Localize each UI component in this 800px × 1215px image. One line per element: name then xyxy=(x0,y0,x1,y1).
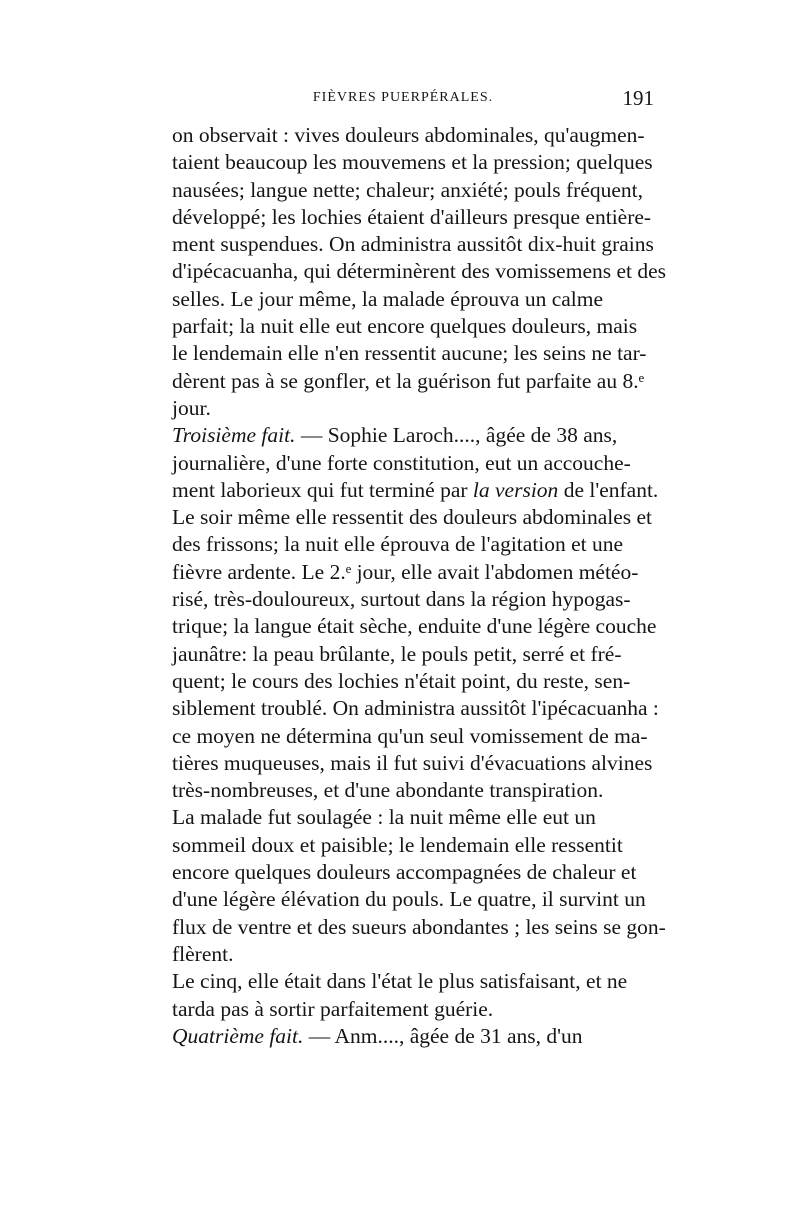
text-line: fièvre ardente. Le 2.ᵉ jour, elle avait l'abdomen météo- xyxy=(172,559,639,584)
body-text xyxy=(172,122,667,1050)
text-line: ce moyen ne détermina qu'un seul vomissement de ma- xyxy=(172,723,648,748)
text-line: d'ipécacuanha, qui déterminèrent des vomissemens et des xyxy=(172,259,667,284)
text-line: La malade fut soulagée : la nuit même elle eut un xyxy=(172,805,596,830)
text-line: le lendemain elle n'en ressentit aucune; les seins ne tar- xyxy=(172,341,647,366)
text-line: Le soir même elle ressentit des douleurs abdominales et xyxy=(172,505,653,530)
text-line: des frissons; la nuit elle éprouva de l'agitation et une xyxy=(172,532,624,557)
running-title: FIÈVRES PUERPÉRALES. xyxy=(312,90,494,105)
text-line: très-nombreuses, et d'une abondante transpiration. xyxy=(172,778,604,803)
text-line: Quatrième fait. — Anm...., âgée de 31 ans, d'un xyxy=(172,1023,654,1050)
text-line: tières muqueuses, mais il fut suivi d'évacuations alvines xyxy=(172,750,653,775)
text-line: flux de ventre et des sueurs abondantes ; les seins se gon- xyxy=(172,914,666,939)
text-line: Le cinq, elle était dans l'état le plus satisfaisant, et ne xyxy=(172,969,628,994)
case-heading: Quatrième fait. xyxy=(172,1023,304,1048)
text-line: jour. xyxy=(172,395,211,420)
text-line: encore quelques douleurs accompagnées de chaleur et xyxy=(172,860,637,885)
text-line: journalière, d'une forte constitution, eut un accouche- xyxy=(172,450,631,475)
text-line: sommeil doux et paisible; le lendemain elle ressentit xyxy=(172,832,623,857)
page-number: 191 xyxy=(622,86,654,110)
text-line: Troisième fait. — Sophie Laroch...., âgée de 38 ans, xyxy=(172,422,654,449)
emphasis-text: la version xyxy=(472,477,559,502)
text-line: tarda pas à sortir parfaitement guérie. xyxy=(172,996,494,1021)
text-line: siblement troublé. On administra aussitôt l'ipécacuanha : xyxy=(172,696,659,721)
text-line: parfait; la nuit elle eut encore quelques douleurs, mais xyxy=(172,314,638,339)
text-line: quent; le cours des lochies n'était point, du reste, sen- xyxy=(172,668,631,693)
text-line: développé; les lochies étaient d'ailleurs presque entière- xyxy=(172,204,652,229)
text-line: dèrent pas à se gonfler, et la guérison fut parfaite au 8.ᵉ xyxy=(172,368,645,393)
text-line: ment laborieux qui fut terminé par la version de l'enfant. xyxy=(172,477,654,504)
text-line: on observait : vives douleurs abdominales, qu'augmen- xyxy=(172,123,645,147)
text-line: taient beaucoup les mouvemens et la pression; quelques xyxy=(172,150,653,175)
text-line: jaunâtre: la peau brûlante, le pouls petit, serré et fré- xyxy=(172,641,622,666)
page-header xyxy=(148,86,658,116)
text-line: nausées; langue nette; chaleur; anxiété; pouls fréquent, xyxy=(172,177,644,202)
text-line: trique; la langue était sèche, enduite d'une légère couche xyxy=(172,614,657,639)
text-line: risé, très-douloureux, surtout dans la région hypogas- xyxy=(172,587,631,612)
text-line: d'une légère élévation du pouls. Le quatre, il survint un xyxy=(172,887,646,912)
text-line: ment suspendues. On administra aussitôt dix-huit grains xyxy=(172,232,654,257)
text-line: selles. Le jour même, la malade éprouva un calme xyxy=(172,286,604,311)
text-line: flèrent. xyxy=(172,941,234,966)
case-heading: Troisième fait. xyxy=(172,423,296,448)
